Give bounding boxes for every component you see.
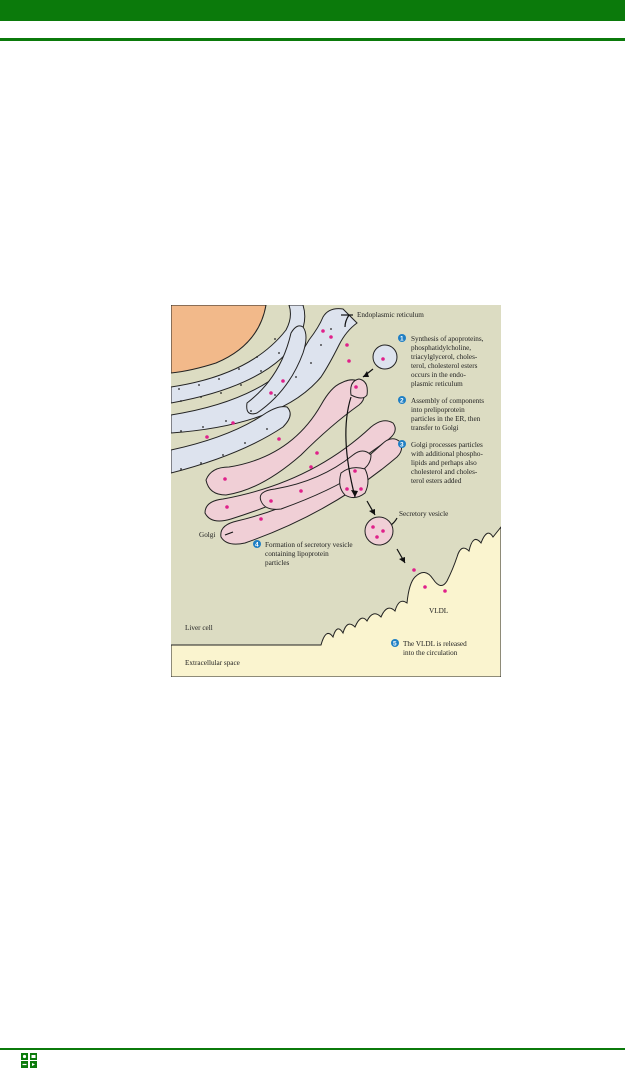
svg-text:5: 5 xyxy=(393,640,397,648)
svg-text:transfer to Golgi: transfer to Golgi xyxy=(411,424,459,432)
svg-text:3: 3 xyxy=(400,441,404,449)
vldl-secretion-diagram xyxy=(171,305,501,677)
svg-text:into prelipoprotein: into prelipoprotein xyxy=(411,406,465,414)
header-rule xyxy=(0,38,625,41)
svg-text:1: 1 xyxy=(400,335,404,343)
label-endoplasmic-reticulum: Endoplasmic reticulum xyxy=(357,311,424,319)
svg-text:terol, cholesterol esters: terol, cholesterol esters xyxy=(411,362,478,370)
svg-text:The VLDL is released: The VLDL is released xyxy=(403,640,467,648)
publisher-logo-icon xyxy=(20,1052,38,1069)
label-extracellular-space: Extracellular space xyxy=(185,659,240,667)
svg-text:triacylglycerol, choles-: triacylglycerol, choles- xyxy=(411,353,478,361)
label-vldl: VLDL xyxy=(429,607,449,615)
svg-text:phosphatidylcholine,: phosphatidylcholine, xyxy=(411,344,472,352)
svg-text:occurs in the endo-: occurs in the endo- xyxy=(411,371,466,379)
svg-text:2: 2 xyxy=(400,397,404,405)
svg-text:particles: particles xyxy=(265,559,290,567)
svg-text:plasmic reticulum: plasmic reticulum xyxy=(411,380,463,388)
svg-text:lipids and perhaps also: lipids and perhaps also xyxy=(411,459,477,467)
svg-text:Golgi processes particles: Golgi processes particles xyxy=(411,441,483,449)
label-golgi: Golgi xyxy=(199,531,216,539)
svg-text:Formation of secretory vesicle: Formation of secretory vesicle xyxy=(265,541,353,549)
svg-text:into the circulation: into the circulation xyxy=(403,649,458,657)
svg-text:particles in the ER, then: particles in the ER, then xyxy=(411,415,481,423)
svg-text:containing lipoprotein: containing lipoprotein xyxy=(265,550,329,558)
header-bar xyxy=(0,0,625,21)
svg-text:with additional phospho-: with additional phospho- xyxy=(411,450,483,458)
er-vesicle xyxy=(373,345,397,369)
label-secretory-vesicle: Secretory vesicle xyxy=(399,510,449,518)
footer-rule xyxy=(0,1048,625,1050)
svg-text:Assembly of components: Assembly of components xyxy=(411,397,485,405)
secretory-vesicle xyxy=(365,517,393,545)
svg-text:4: 4 xyxy=(255,541,259,549)
label-liver-cell: Liver cell xyxy=(185,624,213,632)
svg-text:terol esters added: terol esters added xyxy=(411,477,462,485)
svg-text:Synthesis of apoproteins,: Synthesis of apoproteins, xyxy=(411,335,484,343)
svg-text:cholesterol and choles-: cholesterol and choles- xyxy=(411,468,478,476)
